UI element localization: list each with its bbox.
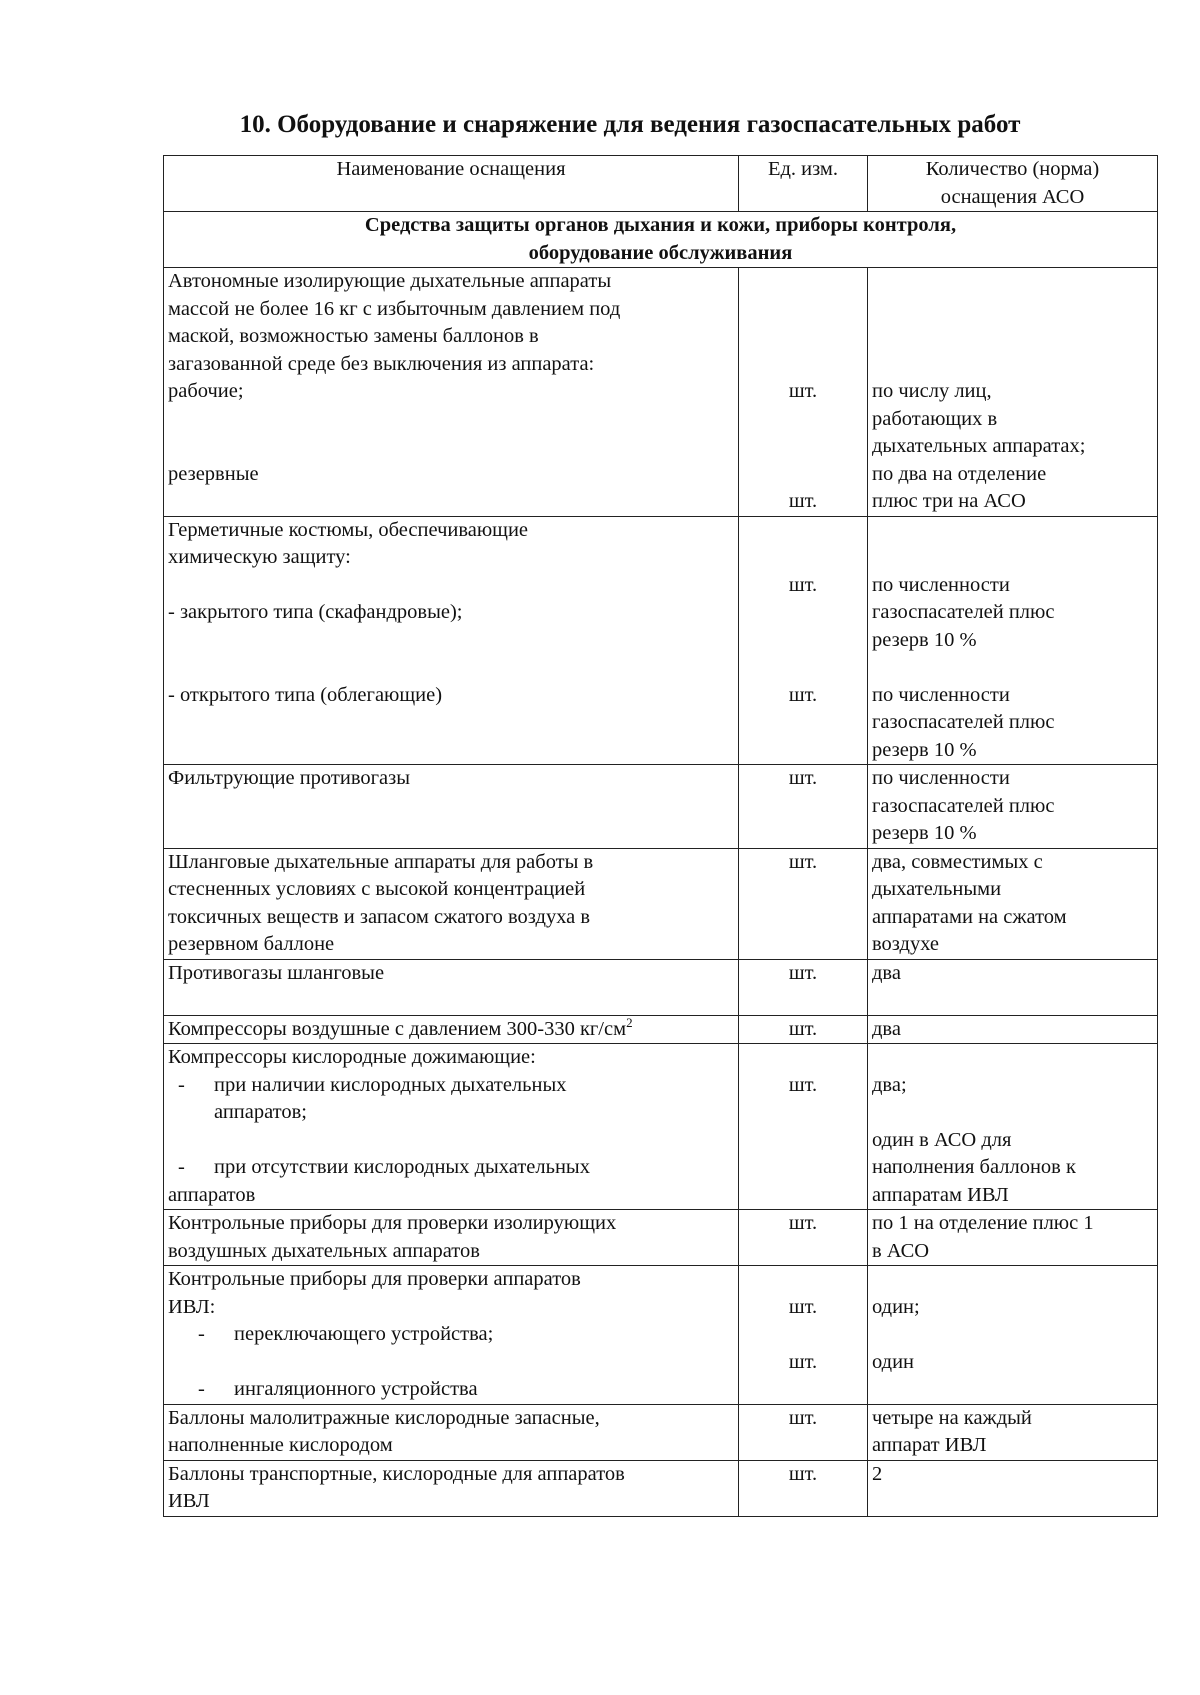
- row-qty-cell: [868, 1044, 1158, 1210]
- row-sub-text: при наличии кислородных дыхательных: [214, 1073, 567, 1096]
- row-name-cell: [164, 268, 739, 517]
- row-name-line: загазованной среде без выключения из аппарата:: [168, 352, 595, 375]
- row-unit-text: шт.: [788, 1073, 818, 1096]
- row-qty-line: газоспасателей плюс: [872, 711, 1055, 733]
- table-row: [164, 268, 1158, 517]
- row-name-line: Баллоны малолитражные кислородные запасные,: [168, 1406, 600, 1429]
- row-qty-cell: [868, 1460, 1158, 1516]
- row-name-line: химическую защиту:: [168, 546, 351, 568]
- row-sub-text: ингаляционного устройства: [234, 1378, 478, 1400]
- row-qty-line: дыхательными: [872, 878, 1002, 900]
- row-qty-line: газоспасателей плюс: [872, 794, 1055, 817]
- row-sub-item: [168, 1072, 734, 1100]
- row-name-cell: [164, 1460, 739, 1516]
- row-qty-cell: [868, 1015, 1158, 1044]
- row-qty-line: резерв 10 %: [872, 628, 977, 651]
- row-name-line: токсичных веществ и запасом сжатого воздуха в: [168, 905, 591, 928]
- row-unit-cell: [739, 1210, 868, 1266]
- section-header-row: [164, 212, 1158, 268]
- row-name-cell: [164, 1404, 739, 1460]
- row-name-cell: [164, 765, 739, 849]
- row-unit-text: шт.: [788, 1350, 818, 1373]
- row-qty-cell: [868, 848, 1158, 959]
- row-unit-text: шт.: [788, 767, 818, 789]
- row-qty-line: 2: [872, 1462, 883, 1485]
- row-qty-line: наполнения баллонов к: [872, 1156, 1076, 1178]
- row-qty-line: аппаратам ИВЛ: [872, 1183, 1009, 1206]
- row-unit-cell: [739, 516, 868, 765]
- row-name-cell: [164, 1044, 739, 1210]
- section-line1: Средства защиты органов дыхания и кожи, приборы контроля,: [364, 214, 957, 236]
- row-unit-text: шт.: [788, 1406, 818, 1429]
- row-sub-item: рабочие;: [168, 380, 244, 402]
- row-qty-line: два: [872, 1017, 901, 1040]
- row-unit-cell: [739, 268, 868, 517]
- row-qty-cell: [868, 516, 1158, 765]
- row-name-line: стесненных условиях с высокой концентрацией: [168, 878, 586, 900]
- table-row: [164, 765, 1158, 849]
- header-unit-text: Ед. изм.: [767, 158, 839, 180]
- row-name-line: Баллоны транспортные, кислородные для аппаратов: [168, 1462, 625, 1485]
- row-unit-text: шт.: [788, 961, 818, 984]
- table-row: [164, 959, 1158, 1015]
- row-name-line: Автономные изолирующие дыхательные аппараты: [168, 270, 612, 292]
- table-row: [164, 1044, 1158, 1210]
- header-name: [164, 156, 739, 212]
- row-qty-line: по численности: [872, 573, 1010, 596]
- row-qty-cell: [868, 1266, 1158, 1405]
- row-name-cell: [164, 1266, 739, 1405]
- header-qty-line2: оснащения АСО: [940, 185, 1085, 208]
- row-qty-cell: [868, 1210, 1158, 1266]
- superscript: 2: [626, 1015, 633, 1030]
- row-unit-cell: [739, 1460, 868, 1516]
- table-row: [164, 516, 1158, 765]
- dash-bullet: -: [198, 1378, 205, 1400]
- row-qty-line: по численности: [872, 683, 1010, 706]
- row-name-line: маской, возможностью замены баллонов в: [168, 325, 539, 347]
- row-name-line: Герметичные костюмы, обеспечивающие: [168, 518, 529, 541]
- row-qty-cell: [868, 959, 1158, 1015]
- row-qty-line: в АСО: [872, 1239, 930, 1262]
- table-row: [164, 1460, 1158, 1516]
- row-sub-text: переключающего устройства;: [234, 1323, 494, 1345]
- row-unit-cell: [739, 1044, 868, 1210]
- row-qty-line: аппарат ИВЛ: [872, 1434, 987, 1456]
- row-qty-line: четыре на каждый: [872, 1406, 1032, 1429]
- row-unit-text: шт.: [788, 490, 818, 512]
- row-unit-text: шт.: [788, 850, 818, 873]
- row-unit-text: шт.: [788, 1017, 818, 1040]
- row-qty-line: по два на отделение: [872, 462, 1047, 485]
- header-unit: [739, 156, 868, 212]
- row-unit-text: шт.: [788, 683, 818, 706]
- row-name-line: воздушных дыхательных аппаратов: [168, 1239, 480, 1262]
- row-unit-text: шт.: [788, 1462, 818, 1485]
- row-unit-text: шт.: [788, 573, 818, 596]
- row-unit-cell: [739, 1404, 868, 1460]
- row-name-cell: [164, 1210, 739, 1266]
- header-qty-line1: Количество (норма): [925, 158, 1100, 180]
- row-sub-item: - закрытого типа (скафандровые);: [168, 601, 463, 623]
- dash-bullet: -: [178, 1073, 185, 1096]
- row-unit-text: шт.: [788, 380, 818, 402]
- row-name-cell: [164, 848, 739, 959]
- row-name-line: массой не более 16 кг с избыточным давлением под: [168, 297, 621, 320]
- row-qty-line: один: [872, 1350, 915, 1373]
- row-name-line: [168, 1016, 734, 1044]
- row-qty-line: плюс три на АСО: [872, 490, 1026, 512]
- row-name-line: резервном баллоне: [168, 933, 335, 955]
- row-qty-line: один в АСО для: [872, 1128, 1012, 1151]
- row-name-cell: [164, 959, 739, 1015]
- row-qty-line: аппаратами на сжатом: [872, 905, 1067, 928]
- row-sub-item: [168, 1321, 734, 1349]
- row-unit-cell: [739, 1015, 868, 1044]
- dash-bullet: -: [178, 1156, 185, 1178]
- row-name-line: Противогазы шланговые: [168, 961, 385, 984]
- row-qty-cell: [868, 765, 1158, 849]
- row-qty-line: газоспасателей плюс: [872, 601, 1055, 623]
- row-qty-line: работающих в: [872, 407, 998, 430]
- table-row: [164, 1210, 1158, 1266]
- row-qty-line: резерв 10 %: [872, 738, 977, 761]
- table-row: [164, 848, 1158, 959]
- row-sub-item: [168, 1376, 734, 1404]
- row-qty-line: два: [872, 961, 901, 984]
- row-unit-cell: [739, 765, 868, 849]
- row-name-line: Шланговые дыхательные аппараты для работы в: [168, 850, 594, 873]
- row-name-line: ИВЛ:: [168, 1295, 216, 1318]
- row-qty-line: воздухе: [872, 933, 940, 955]
- row-sub-item: - открытого типа (облегающие): [168, 683, 443, 706]
- header-qty: [868, 156, 1158, 212]
- row-unit-text: шт.: [788, 1295, 818, 1318]
- row-name-line: Компрессоры кислородные дожимающие:: [168, 1046, 536, 1068]
- section-header: [164, 212, 1158, 268]
- row-qty-cell: [868, 1404, 1158, 1460]
- row-sub-text: при отсутствии кислородных дыхательных: [214, 1156, 590, 1178]
- row-unit-cell: [739, 1266, 868, 1405]
- row-name-line: Контрольные приборы для проверки аппаратов: [168, 1268, 581, 1290]
- row-unit-cell: [739, 848, 868, 959]
- row-qty-line: два, совместимых с: [872, 850, 1043, 873]
- row-qty-cell: [868, 268, 1158, 517]
- row-sub-item: [168, 1154, 734, 1182]
- dash-bullet: -: [198, 1323, 205, 1345]
- section-line2: оборудование обслуживания: [528, 241, 793, 264]
- row-qty-line: дыхательных аппаратах;: [872, 435, 1086, 457]
- row-qty-line: по численности: [872, 767, 1010, 789]
- equipment-table: [163, 155, 1158, 1517]
- row-qty-line: по 1 на отделение плюс 1: [872, 1212, 1094, 1234]
- row-unit-text: шт.: [788, 1212, 818, 1234]
- table-row: [164, 1015, 1158, 1044]
- row-qty-line: резерв 10 %: [872, 822, 977, 844]
- table-header-row: [164, 156, 1158, 212]
- row-qty-line: два;: [872, 1073, 907, 1096]
- page-title: 10. Оборудование и снаряжение для ведения газоспасательных работ: [239, 111, 1021, 138]
- header-name-text: Наименование оснащения: [336, 158, 566, 180]
- row-name-line: Фильтрующие противогазы: [168, 767, 410, 789]
- row-sub-item: резервные: [168, 462, 259, 485]
- row-sub-item: аппаратов: [168, 1183, 256, 1206]
- row-unit-cell: [739, 959, 868, 1015]
- table-row: [164, 1266, 1158, 1405]
- table-row: [164, 1404, 1158, 1460]
- row-sub-item: аппаратов;: [214, 1101, 308, 1123]
- row-name-line: наполненные кислородом: [168, 1434, 393, 1456]
- row-name-line: Контрольные приборы для проверки изолирующих: [168, 1212, 617, 1234]
- row-name-cell: [164, 1015, 739, 1044]
- row-name-text: Компрессоры воздушные с давлением 300-330 кг/см: [168, 1017, 627, 1040]
- row-name-line: ИВЛ: [168, 1490, 210, 1512]
- row-name-cell: [164, 516, 739, 765]
- row-qty-line: по числу лиц,: [872, 380, 992, 402]
- row-qty-line: один;: [872, 1295, 920, 1318]
